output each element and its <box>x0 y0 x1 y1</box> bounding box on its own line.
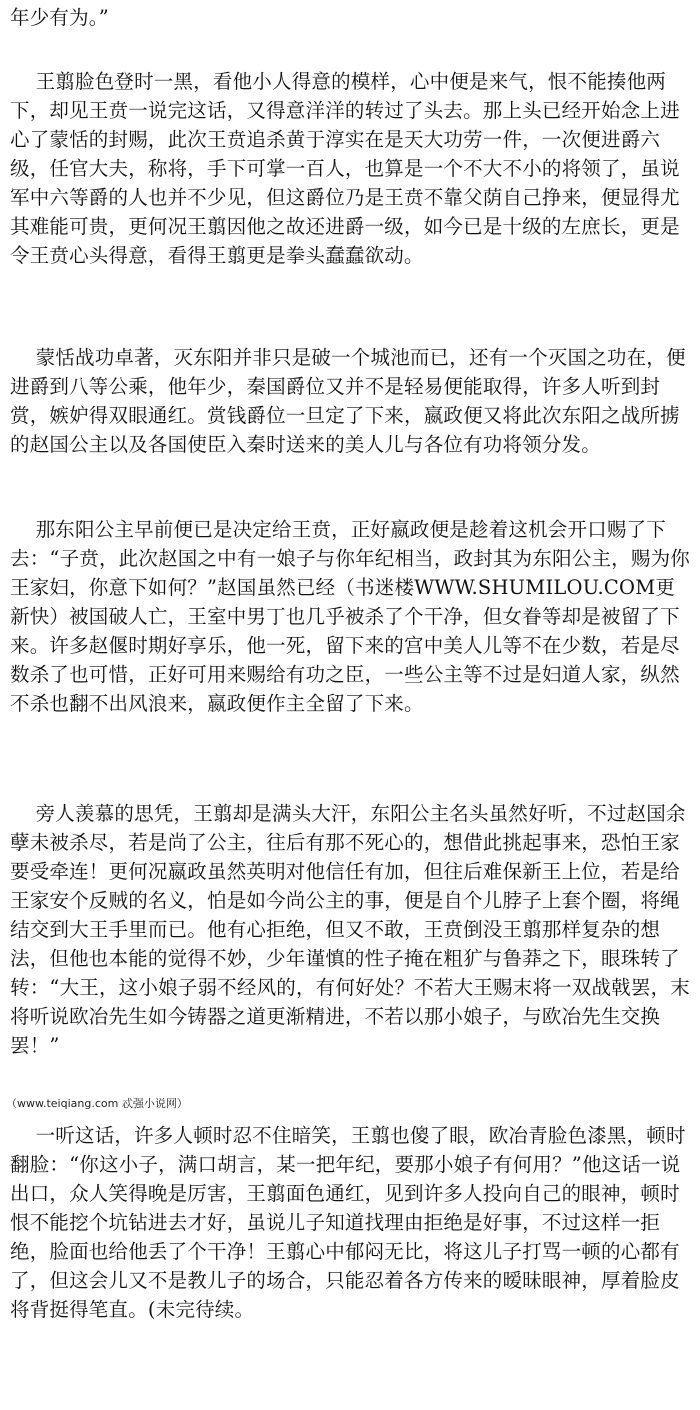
paragraph-2: 王翦脸色登时一黑，看他小人得意的模样，心中便是来气，恨不能揍他两下，却见王贲一说完这话，又得意洋洋的转过了头去。那上头已经开始念上进心了蒙恬的封赐，此次王贲追杀黄于淳实在是天大功劳一件，一次便进爵六级，任官大夫，称将，手下可掌一百人，也算是一个不大不小的将领了，虽说军中六等爵的人也并不少见，但这爵位乃是王贲不靠父荫自己挣来，便显得尤其难能可贵，更何况王翦因他之故还进爵一级，如今已是十级的左庶长，更是令王贲心头得意，看得王翦更是拳头蠢蠢欲动。 <box>10 70 680 267</box>
site-watermark: （www.teiqiang.com 忒强小说网） <box>6 1097 188 1110</box>
paragraph-4: 那东阳公主早前便已是决定给王贲，正好嬴政便是趁着这机会开口赐了下去：“子贲，此次赵国之中有一娘子与你年纪相当，政封其为东阳公主，赐为你王家妇，你意下如何？”赵国虽然已经（书迷楼WWW.SHUMILOU.COM更新快）被国破人亡，王室中男丁也几乎被杀了个干净，但女眷等却是被留了下来。许多赵偃时期好享乐，他一死，留下来的宫中美人儿等不在少数，若是尽数杀了也可惜，正好可用来赐给有功之臣，一些公主等不过是妇道人家，纵然不杀也翻不出风浪来，嬴政便作主全留了下来。 <box>10 518 690 715</box>
paragraph-1: 年少有为。” <box>10 6 109 29</box>
paragraph-6: 一听这话，许多人顿时忍不住暗笑，王翦也傻了眼，欧冶青脸色漆黑，顿时翻脸：“你这小子，满口胡言，某一把年纪，要那小娘子有何用？”他这话一说出口，众人笑得晚是厉害，王翦面色通红，见到许多人投向自己的眼神，顿时恨不能挖个坑钻进去才好，虽说儿子知道找理由拒绝是好事，不过这样一拒绝，脸面也给他丢了个干净！王翦心中郁闷无比，将这儿子打骂一顿的心都有了，但这会儿又不是教儿子的场合，只能忍着各方传来的暧昧眼神，厚着脸皮将背挺得笔直。(未完待续。 <box>10 1124 686 1321</box>
paragraph-5: 旁人羡慕的思凭，王翦却是满头大汗，东阳公主名头虽然好听，不过赵国余孽未被杀尽，若是尚了公主，往后有那不死心的，想借此挑起事来，恐怕王家要受牵连！更何况嬴政虽然英明对他信任有加，但往后难保新王上位，若是给王家安个反贼的名义，怕是如今尚公主的事，便是自个儿脖子上套个圈，将绳结交到大王手里而已。他有心拒绝，但又不敢，王贲倒没王翦那样复杂的想法，但他也本能的觉得不妙，少年谨慎的性子掩在粗犷与鲁莽之下，眼珠转了转：“大王，这小娘子弱不经风的，有何好处？不若大王赐末将一双战戟罢，末将听说欧冶先生如今铸器之道更渐精进，不若以那小娘子，与欧冶先生交换罢！” <box>10 802 690 1057</box>
paragraph-3: 蒙恬战功卓著，灭东阳并非只是破一个城池而已，还有一个灭国之功在，便进爵到八等公乘，他年少，秦国爵位又并不是轻易便能取得，许多人听到封赏，嫉妒得双眼通红。赏钱爵位一旦定了下来，嬴政便又将此次东阳之战所掳的赵国公主以及各国使臣入秦时送来的美人儿与各位有功将领分发。 <box>10 346 686 456</box>
